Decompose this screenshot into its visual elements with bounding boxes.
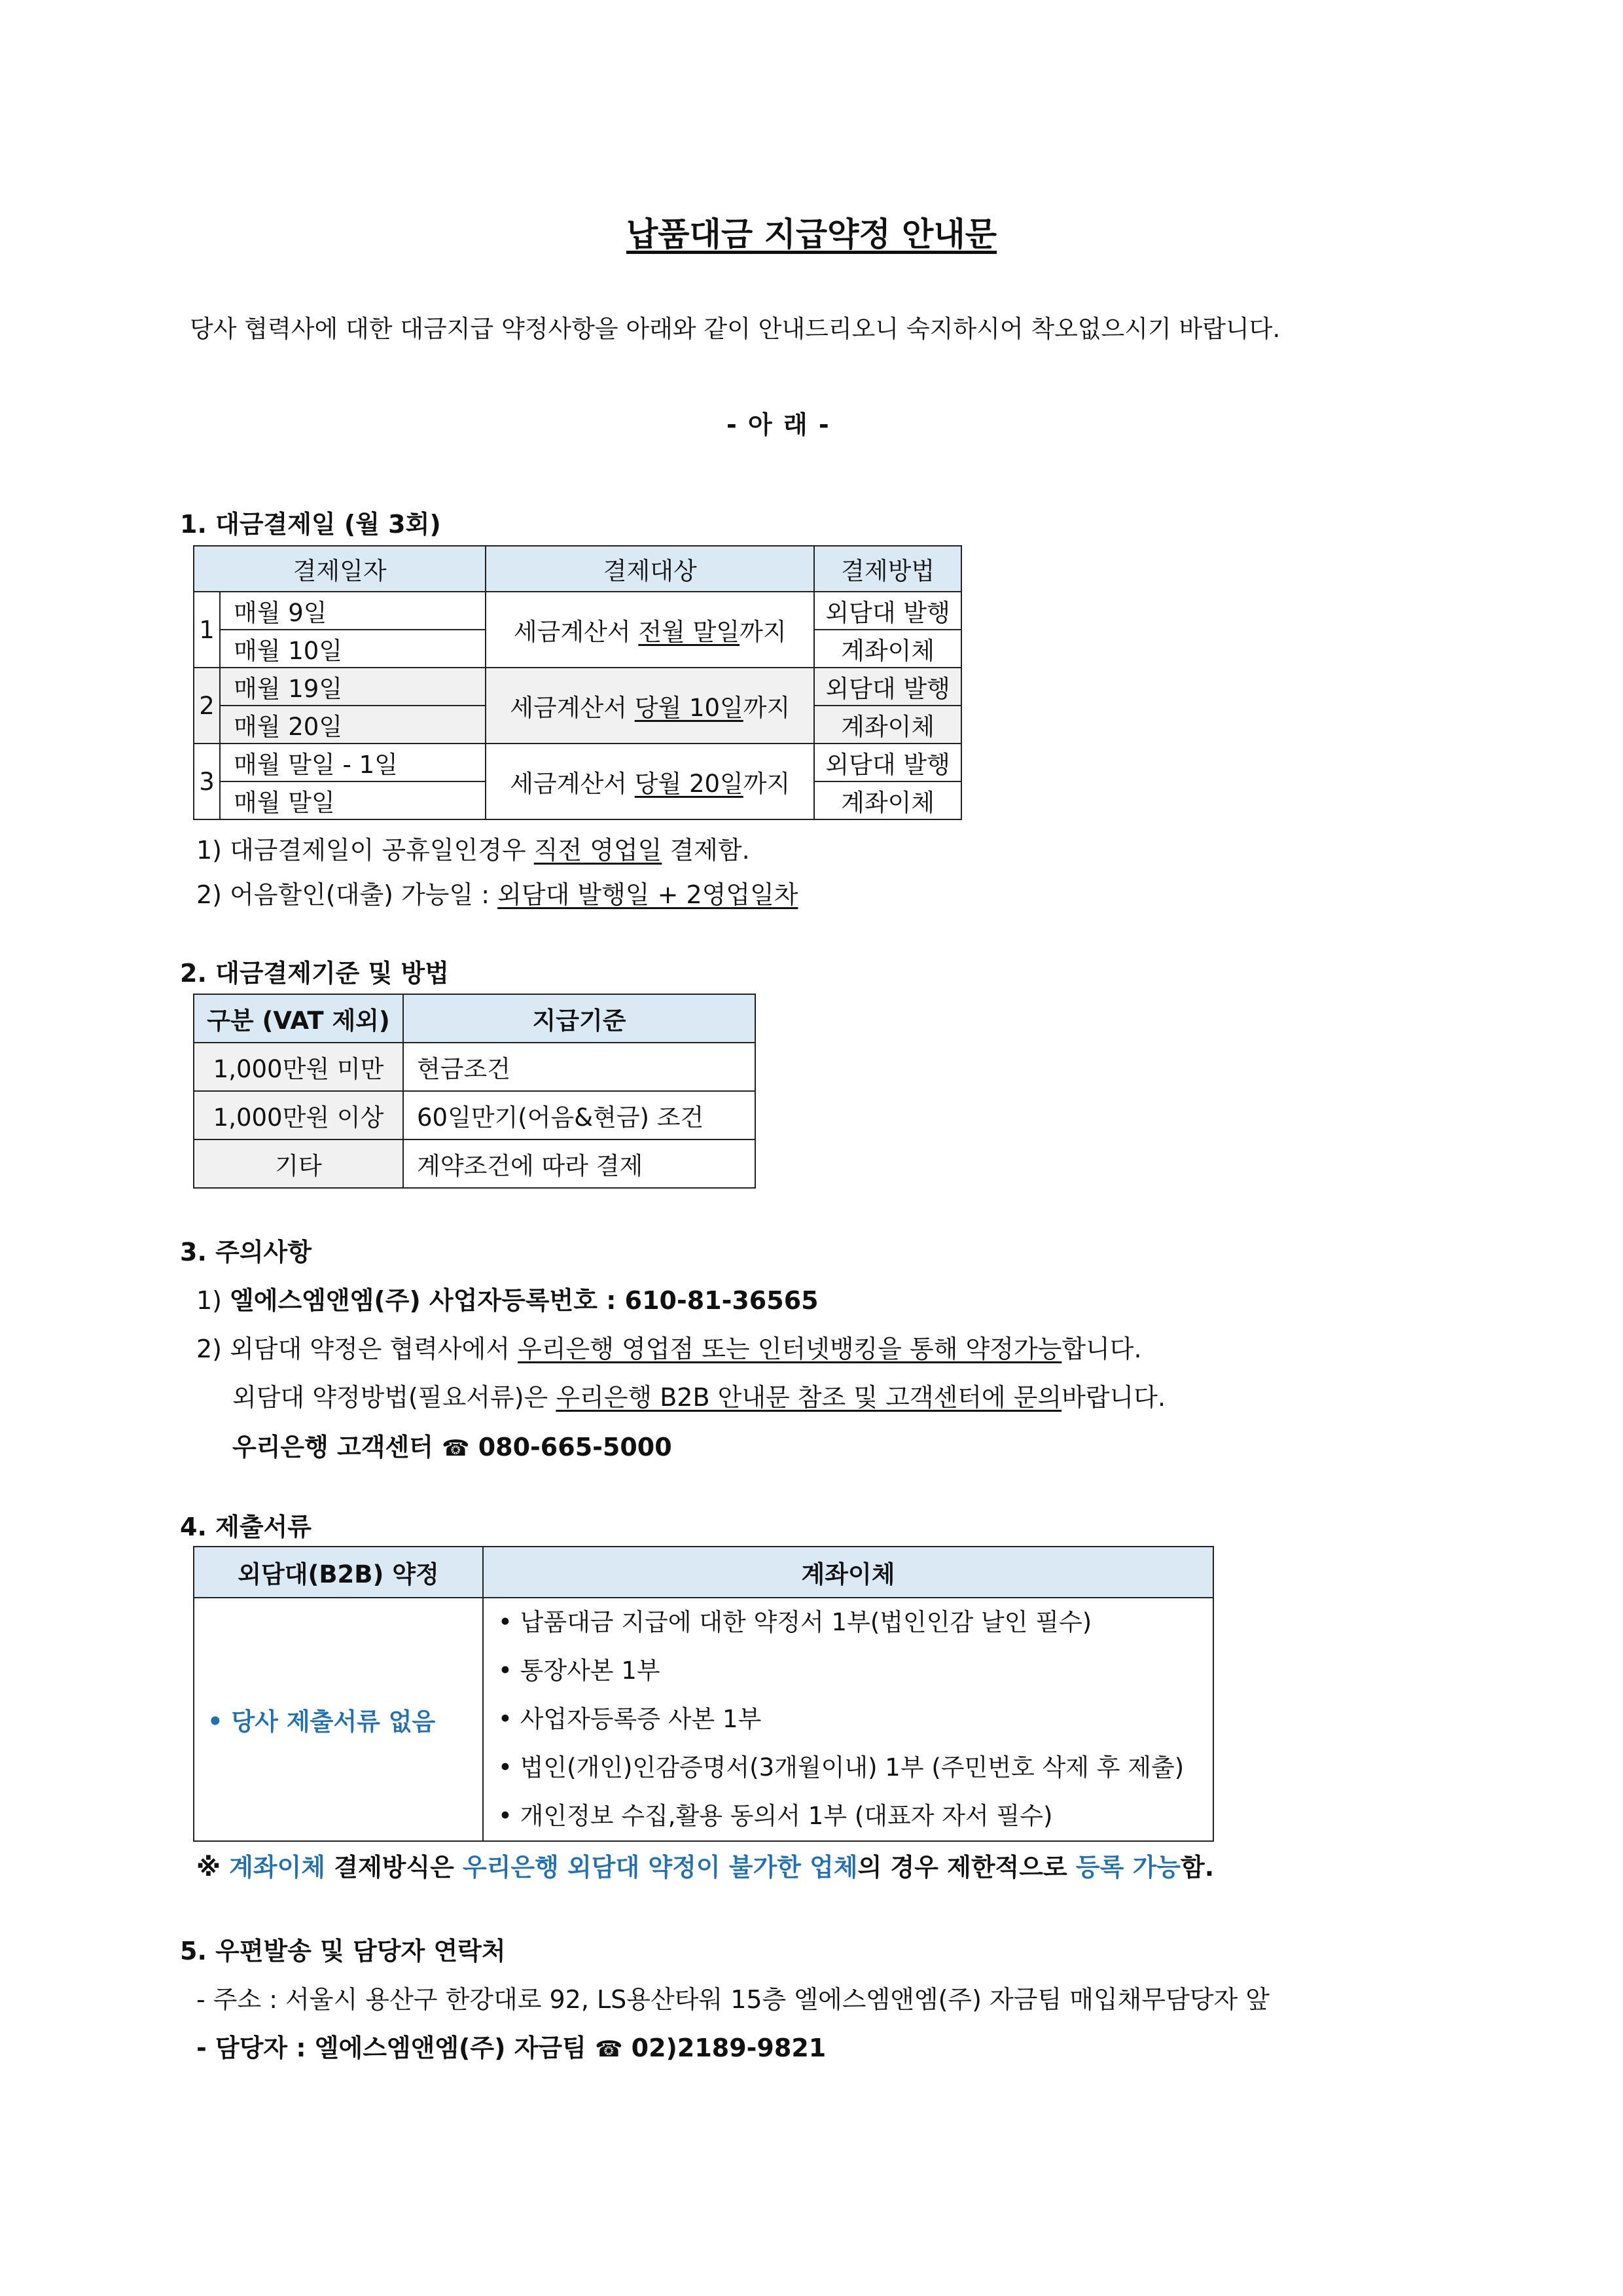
agreement-method-line: 외담대 약정방법(필요서류)은 우리은행 B2B 안내문 참조 및 고객센터에 문의바랍니다.: [232, 1383, 1166, 1412]
criteria-value: 현금조건: [403, 1043, 755, 1091]
agreement-note-line: 2) 외담대 약정은 협력사에서 우리은행 영업점 또는 인터넷뱅킹을 통해 약정가능합니다.: [196, 1335, 1142, 1363]
payment-method: 외담대 발행: [814, 668, 961, 706]
payment-target: 세금계산서 전월 말일까지: [486, 592, 814, 668]
section4-heading: 4. 제출서류: [180, 1513, 312, 1541]
phone-icon: ☎: [442, 1435, 470, 1462]
document-title: 납품대금 지급약정 안내문: [626, 215, 997, 253]
document-item: • 사업자등록증 사본 1부: [498, 1705, 762, 1733]
col-header-criteria: 지급기준: [403, 994, 755, 1043]
payment-method: 외담대 발행: [814, 592, 961, 630]
bank-call-center-line: 우리은행 고객센터 ☎ 080-665-5000: [232, 1433, 672, 1462]
payment-criteria-table: [193, 994, 756, 1189]
transfer-documents: [483, 1598, 1213, 1841]
mailing-address: - 주소 : 서울시 용산구 한강대로 92, LS용산타워 15층 엘에스엠앤엠(주) 자금팀 매입채무담당자 앞: [196, 1985, 1270, 2014]
criteria-value: 60일만기(어음&현금) 조건: [403, 1091, 755, 1139]
intro-text: 당사 협력사에 대한 대금지급 약정사항을 아래와 같이 안내드리오니 숙지하시어 착오없으시기 바랍니다.: [190, 315, 1281, 343]
phone-icon: ☎: [595, 2036, 623, 2062]
required-documents-table: [193, 1546, 1214, 1842]
section3-heading: 3. 주의사항: [180, 1238, 312, 1266]
payment-target: 세금계산서 당월 10일까지: [486, 668, 814, 744]
payment-date: 매월 말일: [220, 781, 486, 819]
payment-date: 매월 19일: [220, 668, 486, 706]
contact-person-line: - 담당자 : 엘에스엠앤엠(주) 자금팀 ☎ 02)2189-9821: [196, 2034, 827, 2062]
b2b-documents: [194, 1598, 483, 1841]
document-item: • 통장사본 1부: [498, 1657, 660, 1685]
document-item: • 개인정보 수집,활용 동의서 1부 (대표자 자서 필수): [498, 1802, 1053, 1830]
criteria-value: 계약조건에 따라 결제: [403, 1139, 755, 1188]
criteria-category: 1,000만원 미만: [194, 1043, 403, 1091]
section5-heading: 5. 우편발송 및 담당자 연락처: [180, 1937, 506, 1965]
payment-method: 계좌이체: [814, 781, 961, 819]
payment-date: 매월 20일: [220, 706, 486, 744]
col-header-category: 구분 (VAT 제외): [194, 994, 403, 1043]
criteria-category: 1,000만원 이상: [194, 1091, 403, 1139]
payment-date: 매월 10일: [220, 630, 486, 668]
business-registration-line: 1) 엘에스엠앤엠(주) 사업자등록번호 : 610-81-36565: [196, 1286, 819, 1315]
group-number: 2: [194, 668, 220, 744]
section1-heading: 1. 대금결제일 (월 3회): [180, 510, 441, 539]
payment-method: 계좌이체: [814, 630, 961, 668]
payment-date: 매월 말일 - 1일: [220, 744, 486, 781]
section1-note-2: 2) 어음할인(대출) 가능일 : 외담대 발행일 + 2영업일차: [196, 880, 798, 909]
payment-target: 세금계산서 당월 20일까지: [486, 744, 814, 819]
section2-heading: 2. 대금결제기준 및 방법: [180, 959, 449, 988]
group-number: 1: [194, 592, 220, 668]
below-marker: - 아 래 -: [726, 410, 830, 439]
col-header-b2b: 외담대(B2B) 약정: [194, 1547, 483, 1598]
criteria-category: 기타: [194, 1139, 403, 1188]
transfer-restriction-note: ※ 계좌이체 결제방식은 우리은행 외담대 약정이 불가한 업체의 경우 제한적으로 등록 가능함.: [196, 1853, 1215, 1882]
section1-note-1: 1) 대금결제일이 공휴일인경우 직전 영업일 결제함.: [196, 836, 750, 865]
col-header-target: 결제대상: [486, 546, 814, 592]
payment-method: 외담대 발행: [814, 744, 961, 781]
no-documents-required: • 당사 제출서류 없음: [207, 1708, 436, 1736]
group-number: 3: [194, 744, 220, 819]
payment-date: 매월 9일: [220, 592, 486, 630]
col-header-method: 결제방법: [814, 546, 961, 592]
document-item: • 법인(개인)인감증명서(3개월이내) 1부 (주민번호 삭제 후 제출): [498, 1753, 1185, 1782]
col-header-transfer: 계좌이체: [483, 1547, 1213, 1598]
payment-date-table: [193, 545, 962, 820]
col-header-date: 결제일자: [194, 546, 486, 592]
document-item: • 납품대금 지급에 대한 약정서 1부(법인인감 날인 필수): [498, 1608, 1092, 1636]
payment-method: 계좌이체: [814, 706, 961, 744]
